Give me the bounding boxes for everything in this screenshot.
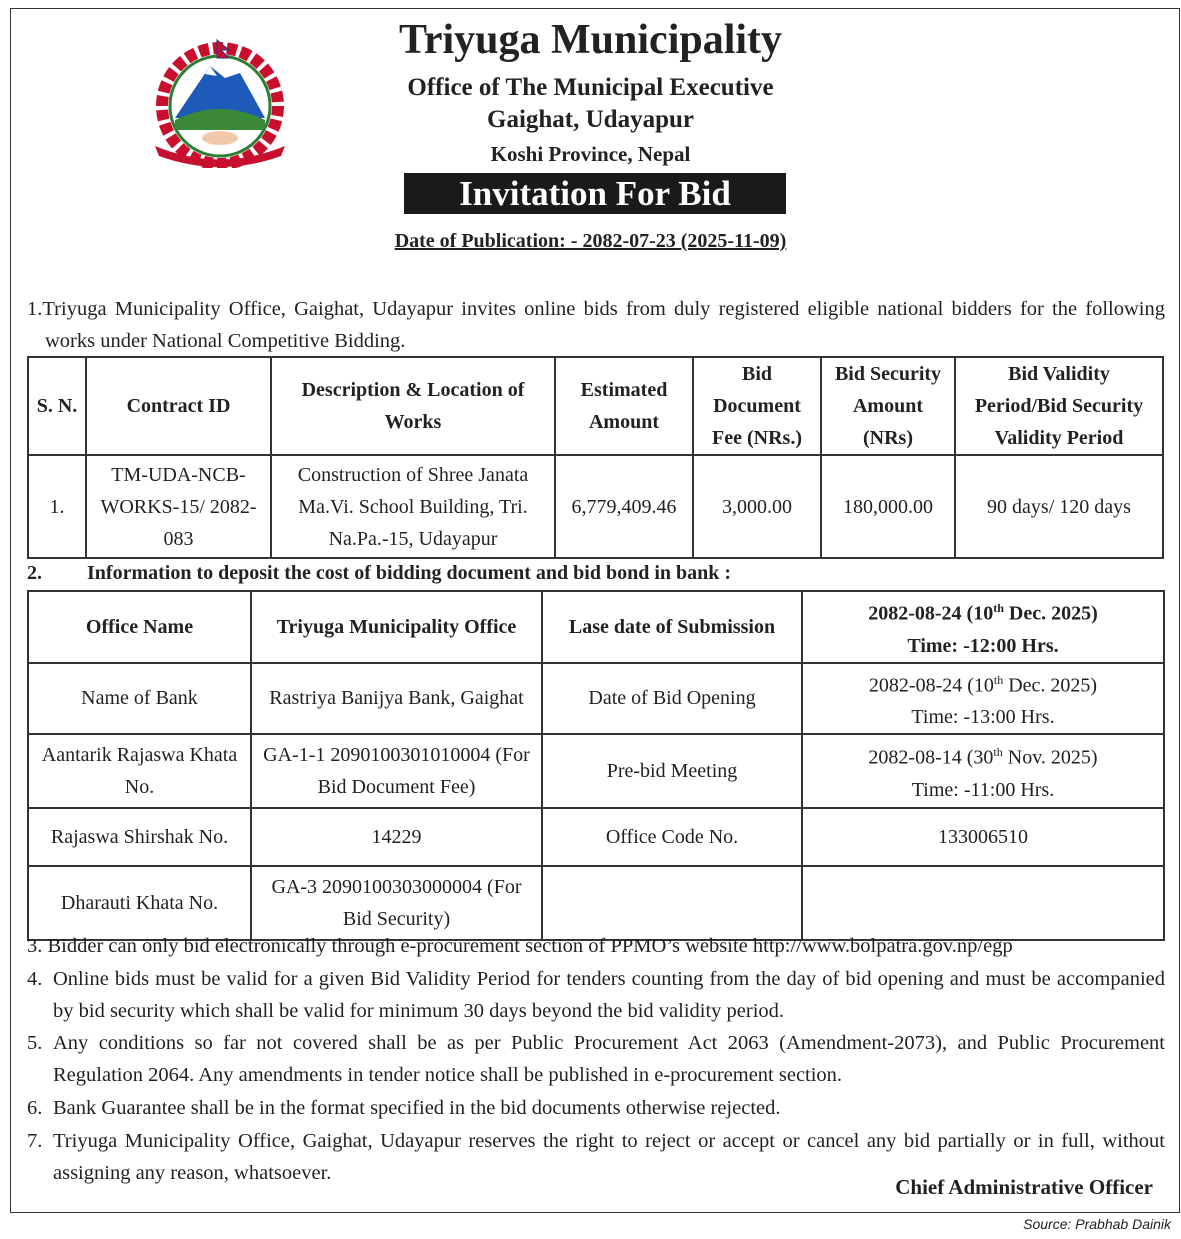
header-bid-security: Bid Security Amount (NRs)	[821, 357, 955, 455]
date-text: 2082-08-24 (10	[868, 602, 994, 625]
note-number: 4.	[27, 968, 43, 990]
cell-value: GA-1-1 2090100301010004 (For Bid Document Fee)	[251, 734, 542, 808]
cell-opening-date	[802, 663, 1164, 735]
notice-heading: Invitation For Bid	[404, 173, 786, 214]
source-credit: Source: Prabhab Dainik	[1023, 1216, 1171, 1232]
header-bid-fee: Bid Document Fee (NRs.)	[693, 357, 821, 455]
cell-value: GA-3 2090100303000004 (For Bid Security)	[251, 866, 542, 940]
date-text: Dec. 2025)	[1003, 674, 1098, 697]
bolpatra-link[interactable]: http://www.bolpatra.gov.np/egp	[752, 935, 1013, 957]
bank-info-table	[27, 590, 1165, 941]
province: Koshi Province, Nepal	[490, 142, 691, 166]
cell-value: 14229	[251, 808, 542, 866]
note-text: Triyuga Municipality Office, Gaighat, Udayapur reserves the right to reject or accept or cancel any bid partially or in full, without assigning any reason, whatsoever.	[53, 1130, 1165, 1184]
cell-bid-security: 180,000.00	[821, 455, 955, 558]
office-name: Office of The Municipal Executive	[407, 74, 774, 101]
date-suffix: th	[993, 601, 1004, 615]
cell-label: Date of Bid Opening	[542, 663, 802, 735]
table-header-row	[28, 357, 1163, 455]
header-description: Description & Location of Works	[271, 357, 555, 455]
date-text: Dec. 2025)	[1003, 602, 1098, 625]
municipality-title: Triyuga Municipality	[398, 17, 783, 63]
table-row	[28, 591, 1164, 663]
note-text: Online bids must be valid for a given Bid Validity Period for tenders counting from the day of bid opening and must be accompanied by bid security which shall be valid for minimum 30 days beyond the bid validity period.	[53, 968, 1165, 1022]
cell-value: Triyuga Municipality Office	[251, 591, 542, 663]
header-contract-id: Contract ID	[86, 357, 271, 455]
note-number: 5.	[27, 1032, 43, 1054]
cell-label: Office Code No.	[542, 808, 802, 866]
note-3	[27, 930, 1165, 962]
note-number: 6.	[27, 1097, 43, 1119]
cell-label: Lase date of Submission	[542, 591, 802, 663]
cell-label: Office Name	[28, 591, 251, 663]
publication-date: Date of Publication: - 2082-07-23 (2025-11-09)	[394, 230, 787, 252]
cell-contract-id: TM-UDA-NCB-WORKS-15/ 2082-083	[86, 455, 271, 558]
table-row	[28, 455, 1163, 558]
note-number: 7.	[27, 1130, 43, 1152]
cell-validity: 90 days/ 120 days	[955, 455, 1163, 558]
table-row	[28, 808, 1164, 866]
table-row	[28, 734, 1164, 808]
cell-label: Dharauti Khata No.	[28, 866, 251, 940]
office-location: Gaighat, Udayapur	[487, 106, 694, 133]
date-text: 2082-08-14 (30	[868, 747, 994, 770]
header-sn: S. N.	[28, 357, 86, 455]
header-validity: Bid Validity Period/Bid Security Validity Period	[955, 357, 1163, 455]
intro-paragraph: 1.Triyuga Municipality Office, Gaighat, Udayapur invites online bids from duly registered eligible national bidders for the following works under National Competitive Bidding.	[27, 298, 1165, 352]
section-number: 2.	[27, 562, 42, 584]
table-row	[28, 663, 1164, 735]
section-2-heading	[27, 562, 731, 585]
cell-bid-fee: 3,000.00	[693, 455, 821, 558]
date-text: Nov. 2025)	[1002, 747, 1098, 770]
note-text: Any conditions so far not covered shall be as per Public Procurement Act 2063 (Amendment-2073), and Public Procurement Regulation 2064. Any amendments in tender notice shall be published in e-procurement section.	[53, 1032, 1165, 1086]
cell-value: 133006510	[802, 808, 1164, 866]
section-title: Information to deposit the cost of bidding document and bid bond in bank :	[87, 562, 732, 584]
note-text: Bank Guarantee shall be in the format specified in the bid documents otherwise rejected.	[53, 1097, 781, 1119]
cell-submission-date	[802, 591, 1164, 663]
cell-label: Aantarik Rajaswa Khata No.	[28, 734, 251, 808]
cell-description: Construction of Shree Janata Ma.Vi. School Building, Tri. Na.Pa.-15, Udayapur	[271, 455, 555, 558]
cell-label: Pre-bid Meeting	[542, 734, 802, 808]
note-5	[27, 1027, 1165, 1091]
cell-prebid-date	[802, 734, 1164, 808]
signature-title: Chief Administrative Officer	[895, 1175, 1153, 1199]
date-suffix: th	[993, 745, 1003, 760]
time-text: Time: -12:00 Hrs.	[907, 634, 1059, 657]
cell-label: Rajaswa Shirshak No.	[28, 808, 251, 866]
cell-label: Name of Bank	[28, 663, 251, 735]
date-suffix: th	[993, 672, 1004, 687]
note-4	[27, 963, 1165, 1027]
cell-value: Rastriya Banijya Bank, Gaighat	[251, 663, 542, 735]
cell-estimated-amount: 6,779,409.46	[555, 455, 693, 558]
date-text: 2082-08-24 (10	[868, 674, 994, 697]
time-text: Time: -13:00 Hrs.	[911, 706, 1055, 729]
time-text: Time: -11:00 Hrs.	[911, 779, 1055, 802]
note-6	[27, 1092, 1165, 1124]
note-text: 3. Bidder can only bid electronically through e-procurement section of PPMO’s website	[27, 935, 753, 957]
header-estimated-amount: Estimated Amount	[555, 357, 693, 455]
works-table	[27, 356, 1164, 559]
cell-sn: 1.	[28, 455, 86, 558]
